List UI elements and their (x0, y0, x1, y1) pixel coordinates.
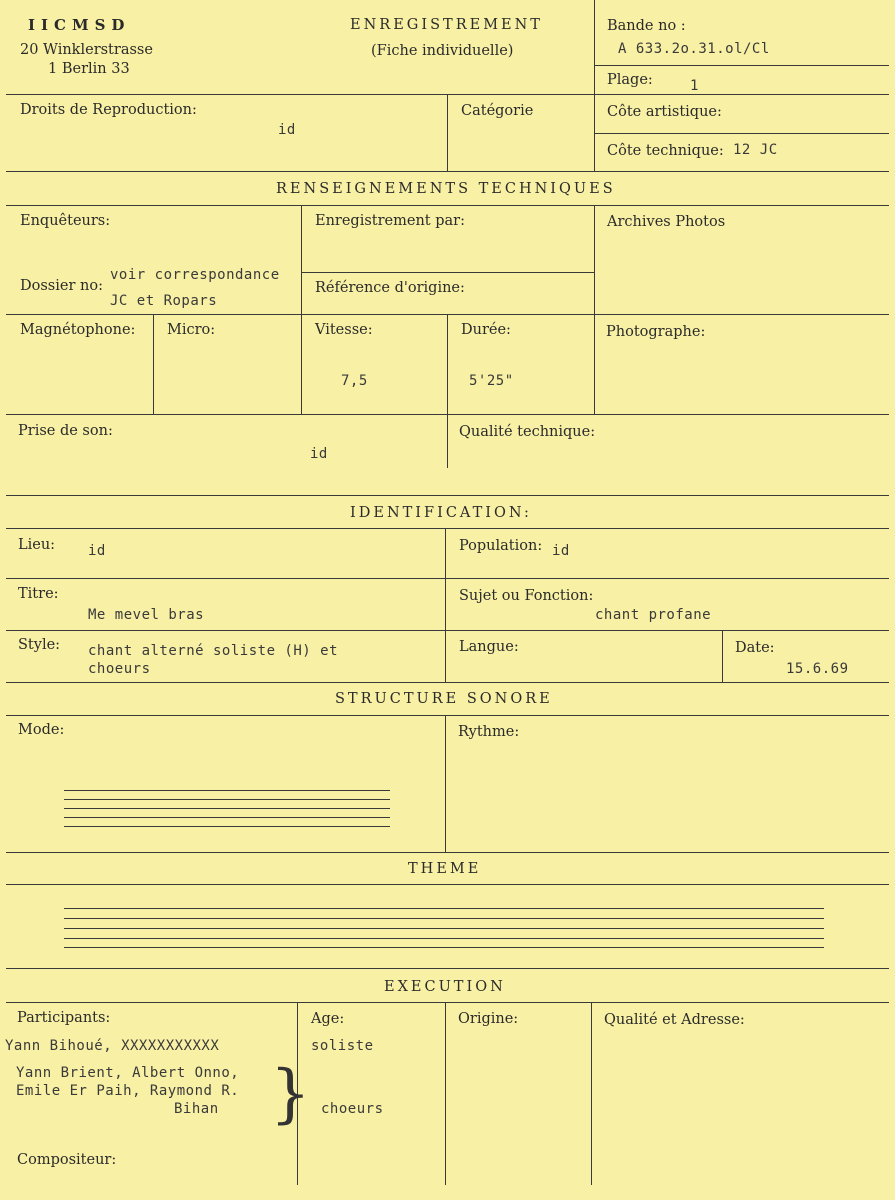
enregistrement-par-label: Enregistrement par: (315, 213, 465, 229)
origine-label: Origine: (458, 1011, 519, 1027)
age-label: Age: (311, 1011, 345, 1027)
cote-technique-value[interactable]: 12 JC (733, 142, 778, 158)
date-label: Date: (735, 640, 775, 656)
cote-artistique-label: Côte artistique: (607, 104, 722, 120)
titre-value[interactable]: Me mevel bras (88, 607, 205, 623)
langue-label: Langue: (459, 639, 519, 655)
address-line-1: 20 Winklerstrasse (20, 42, 153, 58)
droits-value[interactable]: id (278, 122, 296, 138)
dossier-label: Dossier no: (20, 278, 103, 294)
vitesse-label: Vitesse: (315, 322, 373, 338)
duree-value[interactable]: 5'25" (469, 373, 514, 389)
dossier-value-1[interactable]: voir correspondance (110, 267, 280, 283)
lieu-value[interactable]: id (88, 543, 106, 559)
section-technique: RENSEIGNEMENTS TECHNIQUES (276, 181, 616, 197)
duree-label: Durée: (461, 322, 511, 338)
style-value-2[interactable]: choeurs (88, 661, 151, 677)
sujet-value[interactable]: chant profane (595, 607, 712, 623)
style-value-1[interactable]: chant alterné soliste (H) et (88, 643, 339, 659)
style-label: Style: (18, 637, 61, 653)
bande-value[interactable]: A 633.2o.31.ol/Cl (618, 41, 770, 57)
participant-line-3[interactable]: Emile Er Paih, Raymond R. (16, 1083, 240, 1099)
section-identification: IDENTIFICATION: (350, 505, 532, 521)
participant-line-1[interactable]: Yann Bihoué, XXXXXXXXXXX (5, 1038, 220, 1054)
magnetophone-label: Magnétophone: (20, 322, 136, 338)
sujet-label: Sujet ou Fonction: (459, 588, 594, 604)
participant-line-4[interactable]: Bihan (174, 1101, 219, 1117)
qualite-technique-label: Qualité technique: (459, 424, 596, 440)
enqueteurs-label: Enquêteurs: (20, 213, 111, 229)
org-logo: IICMSD (28, 16, 131, 34)
age-value-soliste[interactable]: soliste (311, 1038, 374, 1054)
archives-photos-label: Archives Photos (607, 214, 726, 230)
photographe-label: Photographe: (606, 324, 706, 340)
participants-label: Participants: (17, 1010, 111, 1026)
droits-label: Droits de Reproduction: (20, 102, 197, 118)
compositeur-label: Compositeur: (17, 1152, 117, 1168)
date-value[interactable]: 15.6.69 (786, 661, 849, 677)
section-execution: EXECUTION (384, 979, 506, 995)
age-value-choeurs[interactable]: choeurs (321, 1101, 384, 1117)
address-line-2: 1 Berlin 33 (48, 61, 130, 77)
population-label: Population: (459, 538, 543, 554)
section-structure: STRUCTURE SONORE (335, 691, 553, 707)
micro-label: Micro: (167, 322, 216, 338)
prise-value[interactable]: id (310, 446, 328, 462)
cote-technique-label: Côte technique: (607, 143, 724, 159)
form-title: ENREGISTREMENT (350, 17, 543, 33)
mode-label: Mode: (18, 722, 65, 738)
plage-label: Plage: (607, 72, 653, 88)
brace-mark: } (270, 1057, 311, 1131)
categorie-label: Catégorie (461, 103, 534, 119)
vitesse-value[interactable]: 7,5 (341, 373, 368, 389)
section-theme: THEME (408, 861, 482, 877)
reference-label: Référence d'origine: (315, 280, 465, 296)
qualite-adresse-label: Qualité et Adresse: (604, 1012, 745, 1028)
dossier-value-2[interactable]: JC et Ropars (110, 293, 218, 309)
prise-label: Prise de son: (18, 423, 113, 439)
form-subtitle: (Fiche individuelle) (371, 43, 514, 59)
bande-label: Bande no : (607, 18, 686, 34)
plage-value[interactable]: 1 (690, 78, 699, 94)
rythme-label: Rythme: (458, 724, 520, 740)
lieu-label: Lieu: (18, 537, 56, 553)
titre-label: Titre: (18, 586, 59, 602)
participant-line-2[interactable]: Yann Brient, Albert Onno, (16, 1065, 240, 1081)
population-value[interactable]: id (552, 543, 570, 559)
